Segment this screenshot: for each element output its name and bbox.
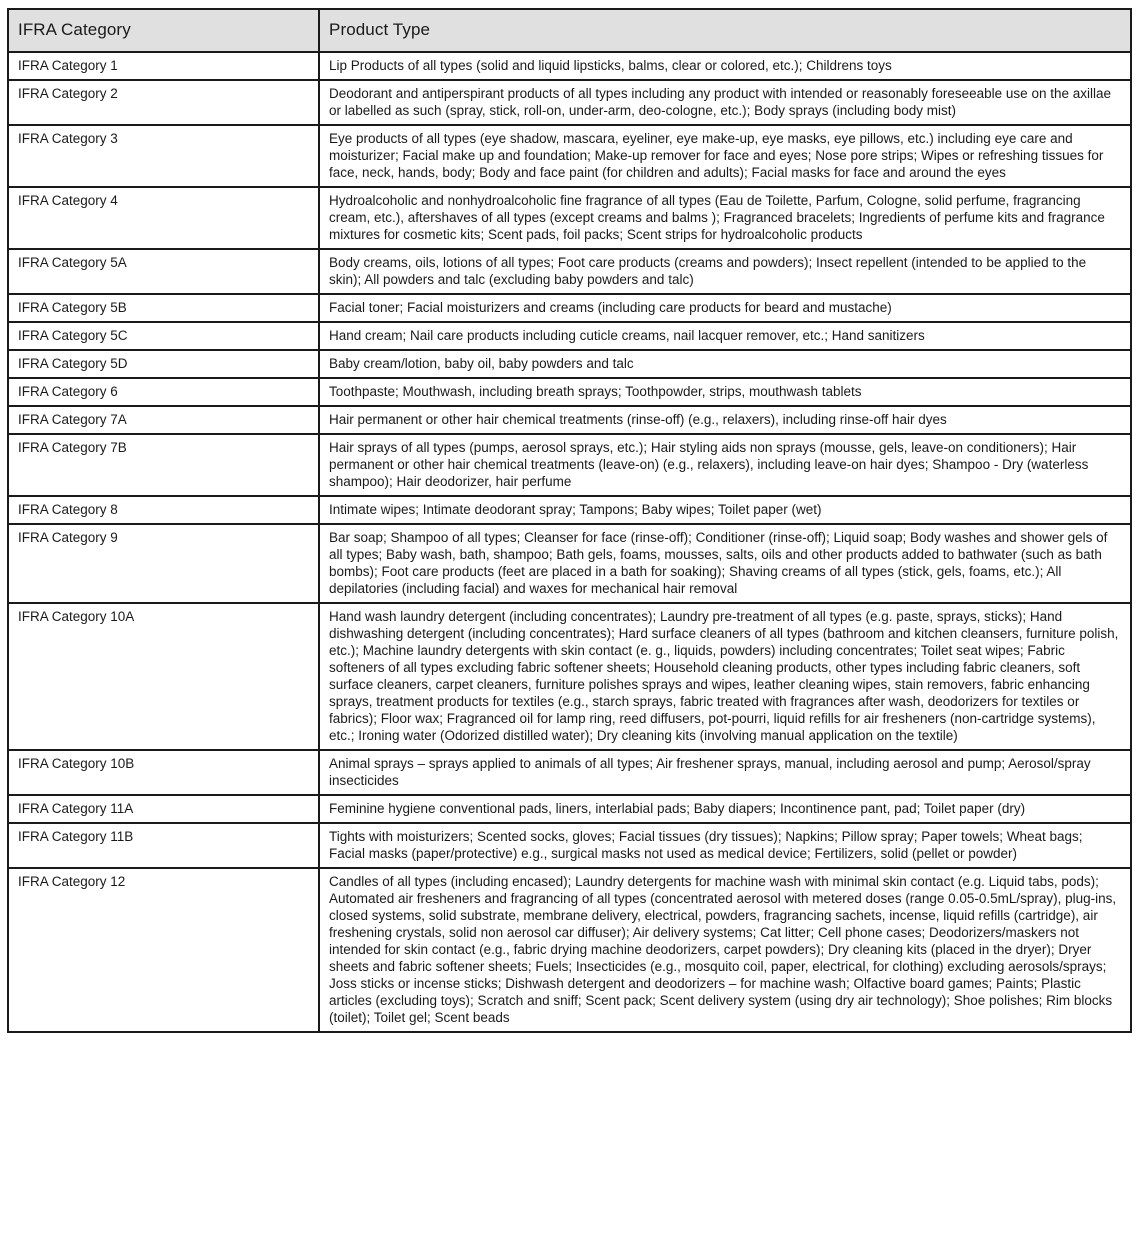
table-row [8, 524, 1131, 603]
table-row [8, 294, 1131, 322]
product-type-cell: Hand wash laundry detergent (including concentrates); Laundry pre-treatment of all types (e.g. paste, sprays, sticks); Hand dishwashing detergent (including concentrates); Hard surface cleaners of all types (bathroom and kitchen cleansers, furniture polish, etc.); Machine laundry detergents with skin contact (e. g., liquids, powders) including concentrates; Toilet seat wipes; Fabric softeners of all types excluding fabric softener sheets; Household cleaning products, other types including fabric cleaners, soft surface cleaners, carpet cleaners, furniture polishes sprays and wipes, leather cleaning wipes, stain removers, fabric enhancing sprays, treatment products for textiles (e.g., starch sprays, fabric treated with fragrances after wash, deodorizers for textiles or fabrics); Floor wax; Fragranced oil for lamp ring, reed diffusers, pot-pourri, liquid refills for air fresheners (non-cartridge systems), etc.; Ironing water (Odorized distilled water); Dry cleaning kits (involving manual application on the textile) [319, 603, 1131, 750]
ifra-category-cell: IFRA Category 9 [8, 524, 319, 603]
ifra-category-cell: IFRA Category 12 [8, 868, 319, 1032]
product-type-cell: Baby cream/lotion, baby oil, baby powders and talc [319, 350, 1131, 378]
ifra-category-cell: IFRA Category 10B [8, 750, 319, 795]
ifra-category-cell: IFRA Category 5A [8, 249, 319, 294]
ifra-category-cell: IFRA Category 5D [8, 350, 319, 378]
table-header [8, 9, 1131, 52]
ifra-category-cell: IFRA Category 11B [8, 823, 319, 868]
ifra-category-cell: IFRA Category 6 [8, 378, 319, 406]
product-type-cell: Hair permanent or other hair chemical treatments (rinse-off) (e.g., relaxers), including rinse-off hair dyes [319, 406, 1131, 434]
product-type-cell: Feminine hygiene conventional pads, liners, interlabial pads; Baby diapers; Incontinence pant, pad; Toilet paper (dry) [319, 795, 1131, 823]
ifra-category-cell: IFRA Category 4 [8, 187, 319, 249]
product-type-cell: Animal sprays – sprays applied to animals of all types; Air freshener sprays, manual, including aerosol and pump; Aerosol/spray insecticides [319, 750, 1131, 795]
table-body [8, 52, 1131, 1032]
product-type-cell: Eye products of all types (eye shadow, mascara, eyeliner, eye make-up, eye masks, eye pillows, etc.) including eye care and moisturizer; Facial make up and foundation; Make-up remover for face and eyes; Nose pore strips; Wipes or refreshing tissues for face, neck, hands, body; Body and face paint (for children and adults); Facial masks for face and around the eyes [319, 125, 1131, 187]
table-row [8, 80, 1131, 125]
product-type-cell: Intimate wipes; Intimate deodorant spray; Tampons; Baby wipes; Toilet paper (wet) [319, 496, 1131, 524]
ifra-category-cell: IFRA Category 5C [8, 322, 319, 350]
table-row [8, 795, 1131, 823]
table-row [8, 823, 1131, 868]
product-type-cell: Toothpaste; Mouthwash, including breath sprays; Toothpowder, strips, mouthwash tablets [319, 378, 1131, 406]
column-header-product-type: Product Type [319, 9, 1131, 52]
ifra-category-cell: IFRA Category 10A [8, 603, 319, 750]
table-row [8, 125, 1131, 187]
ifra-category-cell: IFRA Category 1 [8, 52, 319, 80]
column-header-ifra-category: IFRA Category [8, 9, 319, 52]
product-type-cell: Hand cream; Nail care products including cuticle creams, nail lacquer remover, etc.; Hand sanitizers [319, 322, 1131, 350]
product-type-cell: Tights with moisturizers; Scented socks, gloves; Facial tissues (dry tissues); Napkins; Pillow spray; Paper towels; Wheat bags; Facial masks (paper/protective) e.g., surgical masks not used as medical device; Fertilizers, solid (pellet or powder) [319, 823, 1131, 868]
product-type-cell: Lip Products of all types (solid and liquid lipsticks, balms, clear or colored, etc.); Childrens toys [319, 52, 1131, 80]
table-row [8, 603, 1131, 750]
ifra-category-table [7, 8, 1132, 1033]
table-row [8, 249, 1131, 294]
table-row [8, 187, 1131, 249]
table-row [8, 868, 1131, 1032]
ifra-category-cell: IFRA Category 7A [8, 406, 319, 434]
ifra-category-cell: IFRA Category 3 [8, 125, 319, 187]
product-type-cell: Hydroalcoholic and nonhydroalcoholic fine fragrance of all types (Eau de Toilette, Parfum, Cologne, solid perfume, fragrancing cream, etc.), aftershaves of all types (except creams and balms ); Fragranced bracelets; Ingredients of perfume kits and fragrance mixtures for cosmetic kits; Scent pads, foil packs; Scent strips for hydroalcoholic products [319, 187, 1131, 249]
table-row [8, 750, 1131, 795]
table-row [8, 378, 1131, 406]
table-row [8, 350, 1131, 378]
table-row [8, 52, 1131, 80]
product-type-cell: Facial toner; Facial moisturizers and creams (including care products for beard and mustache) [319, 294, 1131, 322]
product-type-cell: Deodorant and antiperspirant products of all types including any product with intended or reasonably foreseeable use on the axillae or labelled as such (spray, stick, roll-on, under-arm, deo-cologne, etc.); Body sprays (including body mist) [319, 80, 1131, 125]
ifra-category-cell: IFRA Category 11A [8, 795, 319, 823]
ifra-category-cell: IFRA Category 8 [8, 496, 319, 524]
table-row [8, 322, 1131, 350]
table-row [8, 406, 1131, 434]
table-row [8, 496, 1131, 524]
header-row [8, 9, 1131, 52]
ifra-category-cell: IFRA Category 7B [8, 434, 319, 496]
ifra-category-cell: IFRA Category 2 [8, 80, 319, 125]
product-type-cell: Body creams, oils, lotions of all types; Foot care products (creams and powders); Insect repellent (intended to be applied to the skin); All powders and talc (excluding baby powders and talc) [319, 249, 1131, 294]
ifra-category-cell: IFRA Category 5B [8, 294, 319, 322]
product-type-cell: Candles of all types (including encased); Laundry detergents for machine wash with minimal skin contact (e.g. Liquid tabs, pods); Automated air fresheners and fragrancing of all types (concentrated aerosol with metered doses (range 0.05-0.5mL/spray), plug-ins, closed systems, solid substrate, membrane delivery, electrical, powders, fragrancing sachets, incense, liquid refills (cartridge), air freshening crystals, solid non aerosol car diffuser); Air delivery systems; Cat litter; Cell phone cases; Deodorizers/maskers not intended for skin contact (e.g., fabric drying machine deodorizers, carpet powders); Dry cleaning kits (placed in the dryer); Dryer sheets and fabric softener sheets; Fuels; Insecticides (e.g., mosquito coil, paper, electrical, for clothing) excluding aerosols/sprays; Joss sticks or incense sticks; Dishwash detergent and deodorizers – for machine wash; Olfactive board games; Paints; Plastic articles (excluding toys); Scratch and sniff; Scent pack; Scent delivery system (using dry air technology); Shoe polishes; Rim blocks (toilet); Toilet gel; Scent beads [319, 868, 1131, 1032]
product-type-cell: Hair sprays of all types (pumps, aerosol sprays, etc.); Hair styling aids non sprays (mousse, gels, leave-on conditioners); Hair permanent or other hair chemical treatments (leave-on) (e.g., relaxers), including leave-on hair dyes; Shampoo - Dry (waterless shampoo); Hair deodorizer, hair perfume [319, 434, 1131, 496]
product-type-cell: Bar soap; Shampoo of all types; Cleanser for face (rinse-off); Conditioner (rinse-off); Liquid soap; Body washes and shower gels of all types; Baby wash, bath, shampoo; Bath gels, foams, mousses, salts, oils and other products added to bathwater (such as bath bombs); Foot care products (feet are placed in a bath for soaking); Shaving creams of all types (stick, gels, foams, etc.); All depilatories (including facial) and waxes for mechanical hair removal [319, 524, 1131, 603]
table-row [8, 434, 1131, 496]
